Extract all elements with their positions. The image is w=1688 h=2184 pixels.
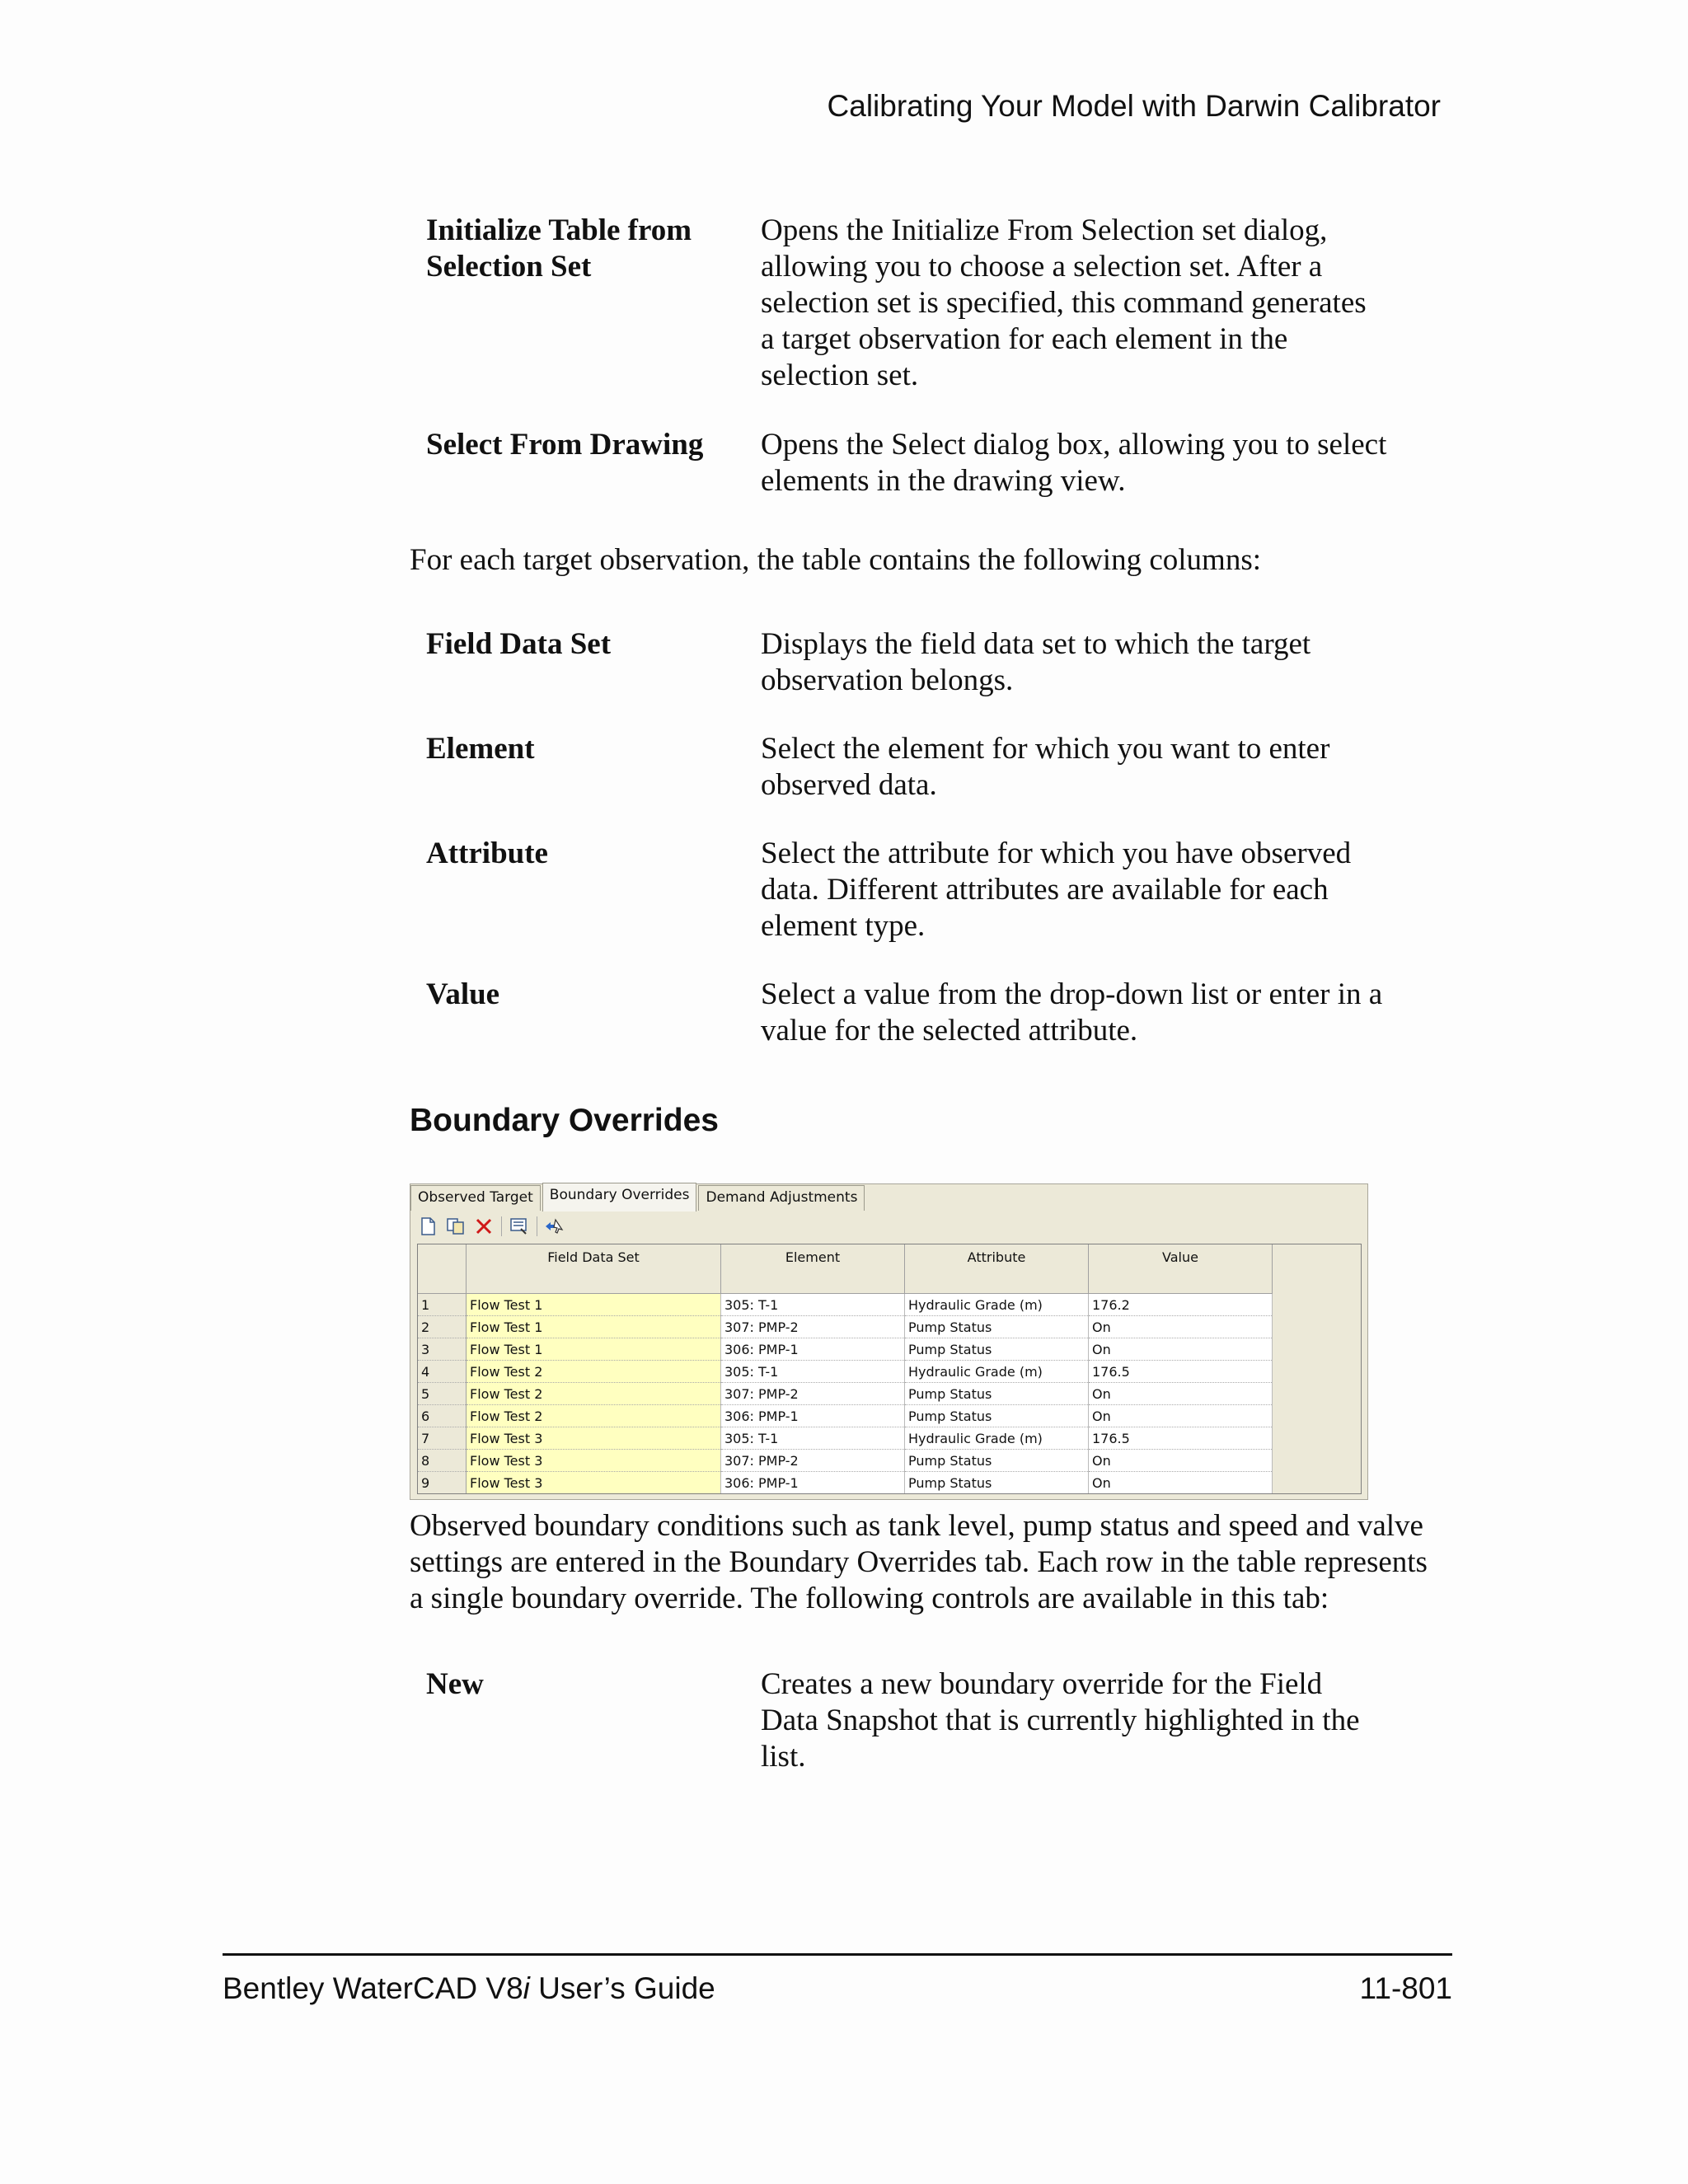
select-from-drawing-icon[interactable]	[544, 1216, 565, 1237]
definition-row	[410, 1666, 1423, 1775]
column-header[interactable]: Element	[721, 1244, 905, 1294]
toolbar	[417, 1214, 565, 1239]
boundary-overrides-screenshot	[410, 1183, 1368, 1500]
copy-icon[interactable]	[445, 1216, 467, 1237]
definition-term: Initialize Table from Selection Set	[426, 213, 692, 284]
footer-rule	[223, 1953, 1452, 1956]
definition-row	[410, 977, 1423, 1049]
table-row[interactable]	[418, 1338, 1273, 1361]
table-cell[interactable]: Pump Status	[905, 1450, 1089, 1472]
table-cell[interactable]: Flow Test 3	[467, 1450, 721, 1472]
toolbar-separator	[501, 1216, 502, 1236]
tab-boundary-overrides[interactable]: Boundary Overrides	[542, 1183, 697, 1212]
definition-row	[410, 427, 1423, 499]
table-cell[interactable]: Flow Test 1	[467, 1294, 721, 1316]
controls-list	[410, 1666, 1423, 1775]
table-cell[interactable]: On	[1089, 1405, 1273, 1427]
tab-strip	[410, 1184, 866, 1211]
table-cell[interactable]: 306: PMP-1	[721, 1472, 905, 1494]
table-cell[interactable]: Hydraulic Grade (m)	[905, 1361, 1089, 1383]
table-cell[interactable]: 307: PMP-2	[721, 1383, 905, 1405]
table-row[interactable]	[418, 1361, 1273, 1383]
table-row[interactable]	[418, 1316, 1273, 1338]
table-cell[interactable]: On	[1089, 1450, 1273, 1472]
table-cell[interactable]: Flow Test 3	[467, 1427, 721, 1450]
new-icon[interactable]	[417, 1216, 438, 1237]
command-list	[410, 213, 1423, 499]
row-number-cell: 7	[418, 1427, 467, 1450]
table-cell[interactable]: Hydraulic Grade (m)	[905, 1294, 1089, 1316]
footer-guide-italic: i	[523, 1971, 530, 2005]
definition-row	[410, 731, 1423, 804]
table-cell[interactable]: On	[1089, 1472, 1273, 1494]
table-cell[interactable]: Flow Test 3	[467, 1472, 721, 1494]
table-cell[interactable]: Pump Status	[905, 1383, 1089, 1405]
initialize-icon[interactable]	[509, 1216, 530, 1237]
column-header[interactable]: Value	[1089, 1244, 1273, 1294]
footer-guide-suffix: User’s Guide	[529, 1971, 715, 2005]
delete-icon[interactable]	[473, 1216, 495, 1237]
table-cell[interactable]: 305: T-1	[721, 1361, 905, 1383]
page-number: 11-801	[1359, 1971, 1452, 2005]
body-paragraph: Observed boundary conditions such as tank level, pump status and speed and valve settings are entered in the Boundary Overrides tab. Each row in the table represents a single boundary override. The following controls are available in this tab:	[410, 1509, 1428, 1615]
definition-row	[410, 213, 1423, 394]
table-row[interactable]	[418, 1405, 1273, 1427]
boundary-overrides-table	[418, 1244, 1273, 1494]
definition-description: Select a value from the drop-down list or enter in a value for the selected attribute.	[761, 977, 1383, 1047]
row-number-cell: 8	[418, 1450, 467, 1472]
tab-demand-adjustments[interactable]: Demand Adjustments	[698, 1185, 865, 1211]
table-row[interactable]	[418, 1294, 1273, 1316]
row-number-cell: 5	[418, 1383, 467, 1405]
table-cell[interactable]: 305: T-1	[721, 1427, 905, 1450]
row-number-cell: 6	[418, 1405, 467, 1427]
definition-term: Element	[426, 732, 535, 766]
definition-description: Select the element for which you want to enter observed data.	[761, 732, 1330, 802]
table-cell[interactable]: 176.5	[1089, 1361, 1273, 1383]
definition-description: Opens the Select dialog box, allowing you to select elements in the drawing view.	[761, 428, 1387, 498]
table-cell[interactable]: 176.2	[1089, 1294, 1273, 1316]
section-heading: Boundary Overrides	[410, 1103, 719, 1138]
definition-description: Creates a new boundary override for the Field Data Snapshot that is currently highlighted in the list.	[761, 1667, 1360, 1774]
table-cell[interactable]: 176.5	[1089, 1427, 1273, 1450]
table-cell[interactable]: Pump Status	[905, 1472, 1089, 1494]
table-row[interactable]	[418, 1427, 1273, 1450]
table-cell[interactable]: Pump Status	[905, 1338, 1089, 1361]
definition-term: Attribute	[426, 837, 548, 870]
table-cell[interactable]: 306: PMP-1	[721, 1338, 905, 1361]
table-cell[interactable]: Flow Test 2	[467, 1361, 721, 1383]
table-cell[interactable]: On	[1089, 1383, 1273, 1405]
table-row[interactable]	[418, 1383, 1273, 1405]
row-number-header	[418, 1244, 467, 1294]
row-number-cell: 1	[418, 1294, 467, 1316]
column-header[interactable]: Field Data Set	[467, 1244, 721, 1294]
definition-term: Value	[426, 977, 500, 1011]
table-cell[interactable]: On	[1089, 1316, 1273, 1338]
definition-row	[410, 626, 1423, 699]
table-cell[interactable]: Flow Test 2	[467, 1383, 721, 1405]
table-cell[interactable]: Flow Test 1	[467, 1316, 721, 1338]
definition-term: New	[426, 1667, 484, 1701]
footer-guide-prefix: Bentley WaterCAD V8	[223, 1971, 523, 2005]
table-row[interactable]	[418, 1450, 1273, 1472]
data-grid	[417, 1244, 1362, 1494]
table-cell[interactable]: Flow Test 1	[467, 1338, 721, 1361]
definition-description: Select the attribute for which you have observed data. Different attributes are available for each element type.	[761, 837, 1352, 943]
table-row[interactable]	[418, 1472, 1273, 1494]
definition-description: Opens the Initialize From Selection set dialog, allowing you to choose a selection set. After a selection set is specified, this command generates a target observation for each element in the selection set.	[761, 213, 1367, 392]
column-list	[410, 626, 1423, 1049]
definition-description: Displays the field data set to which the target observation belongs.	[761, 627, 1311, 697]
definition-term: Field Data Set	[426, 627, 612, 661]
intro-paragraph: For each target observation, the table contains the following columns:	[410, 543, 1262, 577]
table-cell[interactable]: 305: T-1	[721, 1294, 905, 1316]
definition-term: Select From Drawing	[426, 428, 704, 462]
table-cell[interactable]: 307: PMP-2	[721, 1316, 905, 1338]
row-number-cell: 4	[418, 1361, 467, 1383]
definition-row	[410, 836, 1423, 944]
tab-observed-target[interactable]: Observed Target	[410, 1185, 541, 1211]
footer-guide-title	[223, 1971, 715, 2006]
table-cell[interactable]: 306: PMP-1	[721, 1405, 905, 1427]
row-number-cell: 2	[418, 1316, 467, 1338]
table-cell[interactable]: On	[1089, 1338, 1273, 1361]
row-number-cell: 9	[418, 1472, 467, 1494]
table-cell[interactable]: Flow Test 2	[467, 1405, 721, 1427]
table-cell[interactable]: Pump Status	[905, 1405, 1089, 1427]
table-cell[interactable]: 307: PMP-2	[721, 1450, 905, 1472]
running-header: Calibrating Your Model with Darwin Calibrator	[827, 89, 1441, 123]
table-cell[interactable]: Hydraulic Grade (m)	[905, 1427, 1089, 1450]
column-header[interactable]: Attribute	[905, 1244, 1089, 1294]
table-cell[interactable]: Pump Status	[905, 1316, 1089, 1338]
row-number-cell: 3	[418, 1338, 467, 1361]
